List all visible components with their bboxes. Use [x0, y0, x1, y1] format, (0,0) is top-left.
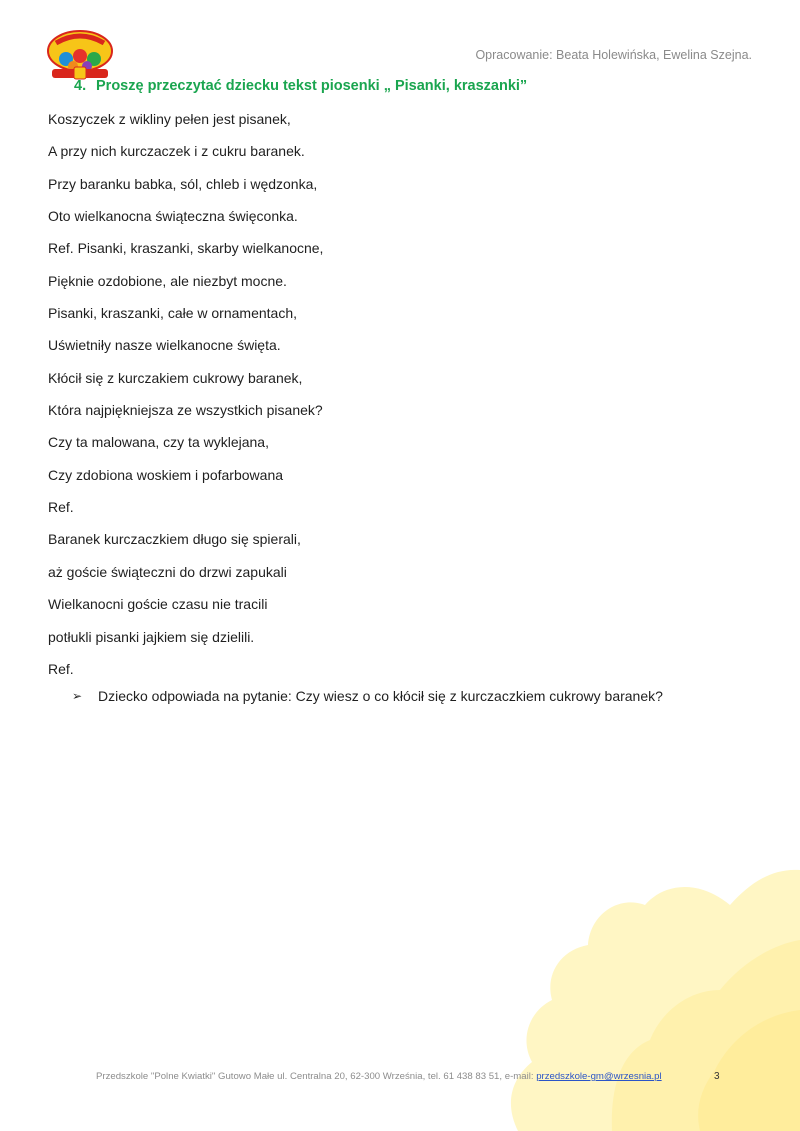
lyric-line: Pisanki, kraszanki, całe w ornamentach, — [48, 305, 297, 322]
lyric-line: Która najpiękniejsza ze wszystkich pisanek? — [48, 402, 323, 419]
lyric-line: potłukli pisanki jajkiem się dzielili. — [48, 628, 255, 645]
lyric-line: Kłócił się z kurczakiem cukrowy baranek, — [48, 369, 303, 386]
song-lyrics — [48, 110, 323, 692]
task-title: Proszę przeczytać dziecku tekst piosenki „ Pisanki, kraszanki” — [96, 78, 528, 94]
lyric-line: Wielkanocni goście czasu nie tracili — [48, 596, 268, 613]
footer-email-link[interactable]: przedszkole-gm@wrzesnia.pl — [536, 1071, 662, 1082]
task-heading — [74, 78, 527, 94]
question-text: Dziecko odpowiada na pytanie: Czy wiesz o co kłócił się z kurczaczkiem cukrowy baranek? — [98, 688, 663, 704]
question-item — [72, 688, 663, 704]
footer-address — [96, 1071, 662, 1082]
lyric-line: Ref. — [48, 499, 74, 516]
header-author: Opracowanie: Beata Holewińska, Ewelina Szejna. — [475, 48, 752, 62]
lyric-line: Ref. — [48, 660, 74, 677]
lyric-line: Baranek kurczaczkiem długo się spierali, — [48, 531, 301, 548]
lyric-line: Koszyczek z wikliny pełen jest pisanek, — [48, 111, 291, 127]
lyric-line: Oto wielkanocna świąteczna święconka. — [48, 208, 298, 225]
lyric-line: Czy ta malowana, czy ta wyklejana, — [48, 434, 269, 451]
lyric-line: A przy nich kurczaczek i z cukru baranek. — [48, 143, 305, 160]
lyric-line: Pięknie ozdobione, ale niezbyt mocne. — [48, 272, 287, 289]
lyric-line: Ref. Pisanki, kraszanki, skarby wielkanocne, — [48, 240, 324, 257]
footer-address-text: Przedszkole "Polne Kwiatki" Gutowo Małe ul. Centralna 20, 62-300 Września, tel. 61 438 83 51, e-mail: — [96, 1071, 537, 1082]
lyric-line: Uświetniły nasze wielkanocne święta. — [48, 337, 281, 354]
lyric-line: Przy baranku babka, sól, chleb i wędzonka, — [48, 175, 318, 192]
arrow-bullet-icon: ➢ — [72, 689, 83, 703]
lyric-line: Czy zdobiona woskiem i pofarbowana — [48, 466, 284, 483]
kindergarten-flowers-logo — [46, 29, 114, 81]
lyric-line: aż goście świąteczni do drzwi zapukali — [48, 563, 287, 580]
task-number: 4. — [74, 78, 87, 94]
page-number: 3 — [714, 1071, 720, 1082]
